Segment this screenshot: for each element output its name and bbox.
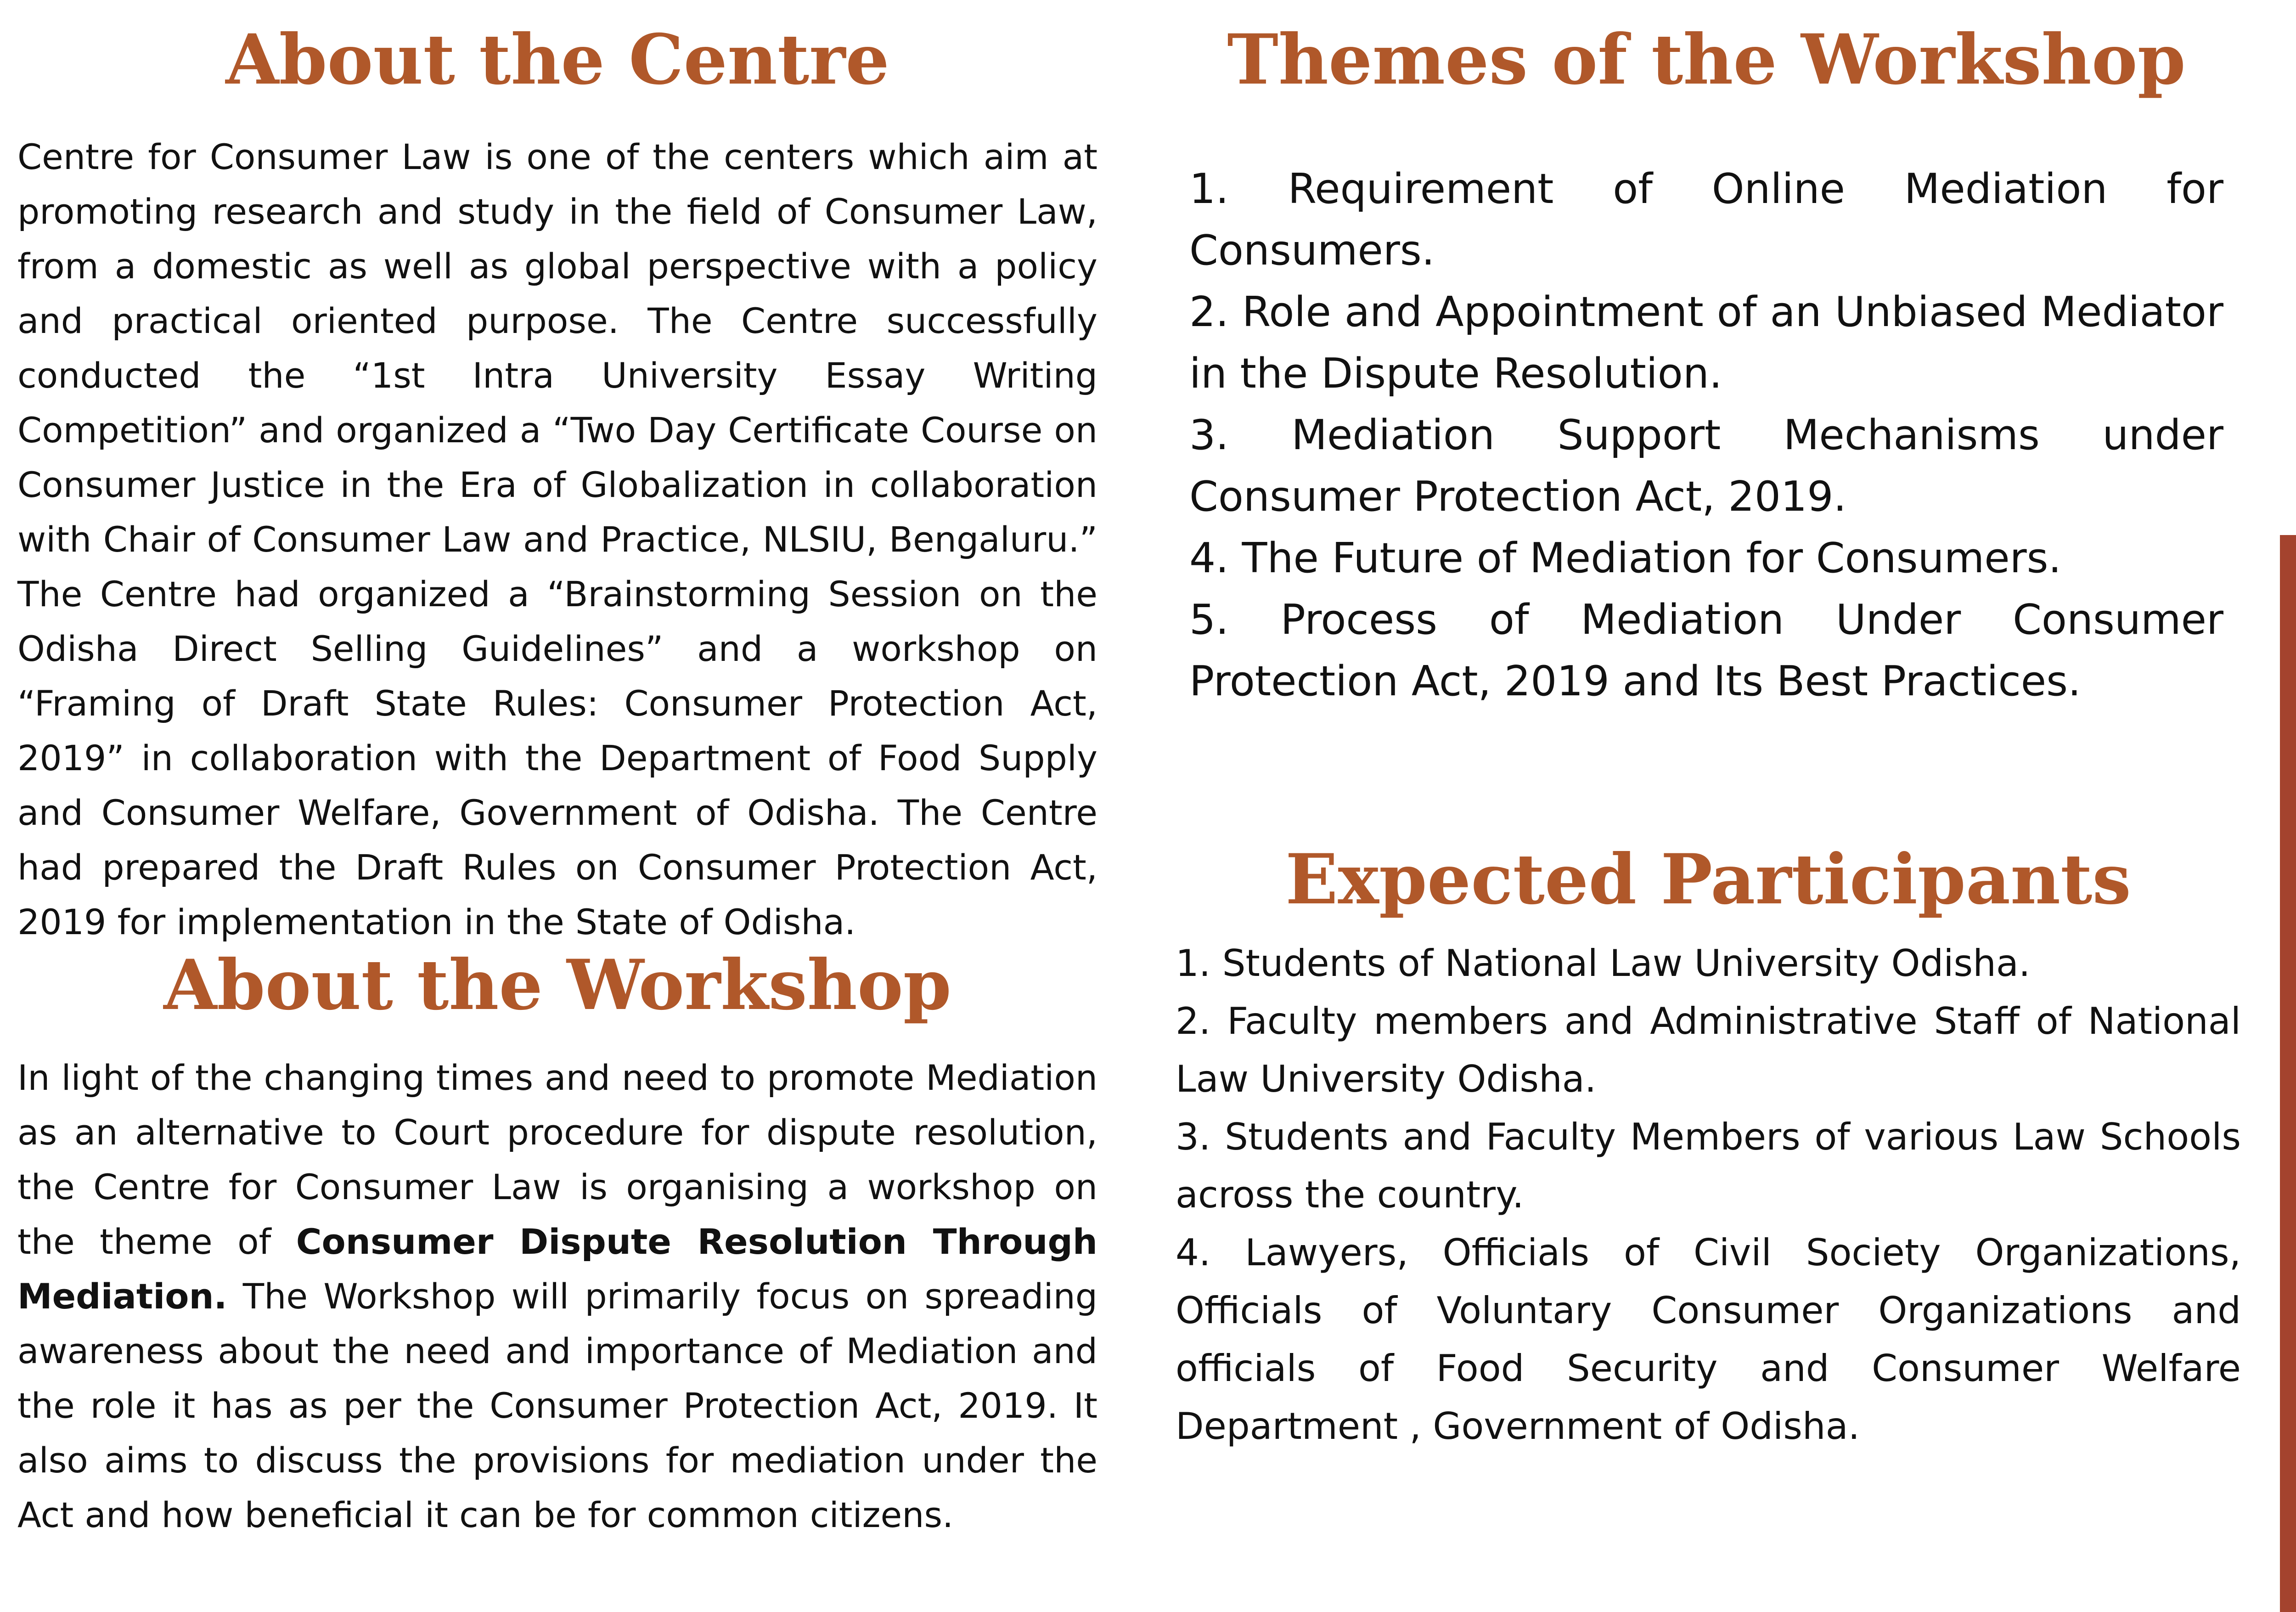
theme-item: 4. The Future of Mediation for Consumers. (1189, 534, 2062, 582)
contact-email[interactable] (2280, 1370, 2296, 1447)
theme-item: 5. Process of Mediation Under Consumer Protection Act, 2019 and Its Best Practices. (1189, 596, 2223, 705)
faculty-section (2280, 0, 2296, 505)
participant-item: 1. Students of National Law University Odisha. (1176, 942, 2031, 985)
upi-id (2280, 1179, 2296, 1247)
registration-platform (2280, 839, 2296, 907)
participants-list (1176, 935, 2241, 1455)
faculty-heading (2280, 18, 2296, 133)
participants-heading: Expected Participants (1285, 839, 2131, 920)
workshop-theme-title: Consumer Dispute Resolution Through Mediation. (17, 1221, 1097, 1317)
theme-item: 3. Mediation Support Mechanisms under Consumer Protection Act, 2019. (1189, 411, 2223, 521)
advisor-email[interactable] (2280, 449, 2296, 505)
theme-item: 2. Role and Appointment of an Unbiased Mediator in the Dispute Resolution. (1189, 288, 2223, 398)
theme-item: 1. Requirement of Online Mediation for Consumers. (1189, 165, 2223, 275)
certificate-notice-line1 (2280, 567, 2296, 635)
advisor-name (2280, 133, 2296, 189)
participant-item: 3. Students and Faculty Members of various Law Schools across the country. (1176, 1116, 2241, 1216)
about-workshop-heading: About the Workshop (163, 945, 951, 1026)
advisor-name (2280, 337, 2296, 393)
themes-heading: Themes of the Workshop (1227, 19, 2186, 100)
about-workshop-body (17, 1050, 1097, 1542)
contact-phone-2[interactable] (2280, 1524, 2296, 1601)
contact-title (2280, 1293, 2296, 1370)
registration-box (2280, 535, 2296, 1612)
advisor-card (2280, 337, 2296, 505)
about-centre-section (17, 0, 1097, 949)
themes-list (1189, 158, 2223, 712)
certificate-notice-line2 (2280, 635, 2296, 703)
about-centre-body: Centre for Consumer Law is one of the centers which aim at promoting research and study in the field of Consumer Law, from a domestic as well as global perspective with a policy and practical oriented purpose. The Centre successfully conducted the “1st Intra University Essay Writing Competition” and organized a “Two Day Certificate Course on Consumer Justice in the Era of Globalization in collaboration with Chair of Consumer Law and Practice, NLSIU, Bengaluru.” The Centre had organized a “Brainstorming Session on the Odisha Direct Selling Guidelines” and a workshop on “Framing of Draft State Rules: Consumer Protection Act, 2019” in collaboration with the Department of Food Supply and Consumer Welfare, Government of Odisha. The Centre had prepared the Draft Rules on Consumer Protection Act, 2019 for implementation in the State of Odisha. (17, 136, 1097, 942)
advisor-email[interactable] (2280, 245, 2296, 301)
registration-details-title (2280, 771, 2296, 839)
about-workshop-section (17, 944, 1097, 1542)
contact-phone-1[interactable] (2280, 1447, 2296, 1524)
registration-link-label (2280, 1043, 2296, 1111)
about-workshop-body-start: In light of the changing times and need to promote Mediation as an alternative to Court procedure for dispute resolution, the Centre for Consumer Law is organising a workshop on the theme of (17, 1057, 1097, 1262)
advisor-affiliation (2280, 189, 2296, 245)
participant-item: 4. Lawyers, Officials of Civil Society Organizations, Officials of Voluntary Consumer Organizations and officials of Food Security and Consumer Welfare Department , Government of Odisha. (1176, 1231, 2241, 1448)
about-centre-heading: About the Centre (225, 19, 889, 100)
about-workshop-body-end: The Workshop will primarily focus on spreading awareness about the need and importance of Mediation and the role it has as per the Consumer Protection Act, 2019. It also aims to discuss the provisions for mediation under the Act and how beneficial it can be for common citizens. (17, 1276, 1097, 1535)
themes-section (1189, 0, 2223, 712)
registration-link[interactable] (2280, 1111, 2296, 1179)
participant-item: 2. Faculty members and Administrative Staff of National Law University Odisha. (1176, 1000, 2241, 1100)
participants-section (1176, 838, 2241, 1455)
advisor-card (2280, 133, 2296, 301)
advisor-affiliation (2280, 393, 2296, 449)
registration-fees (2280, 907, 2296, 975)
